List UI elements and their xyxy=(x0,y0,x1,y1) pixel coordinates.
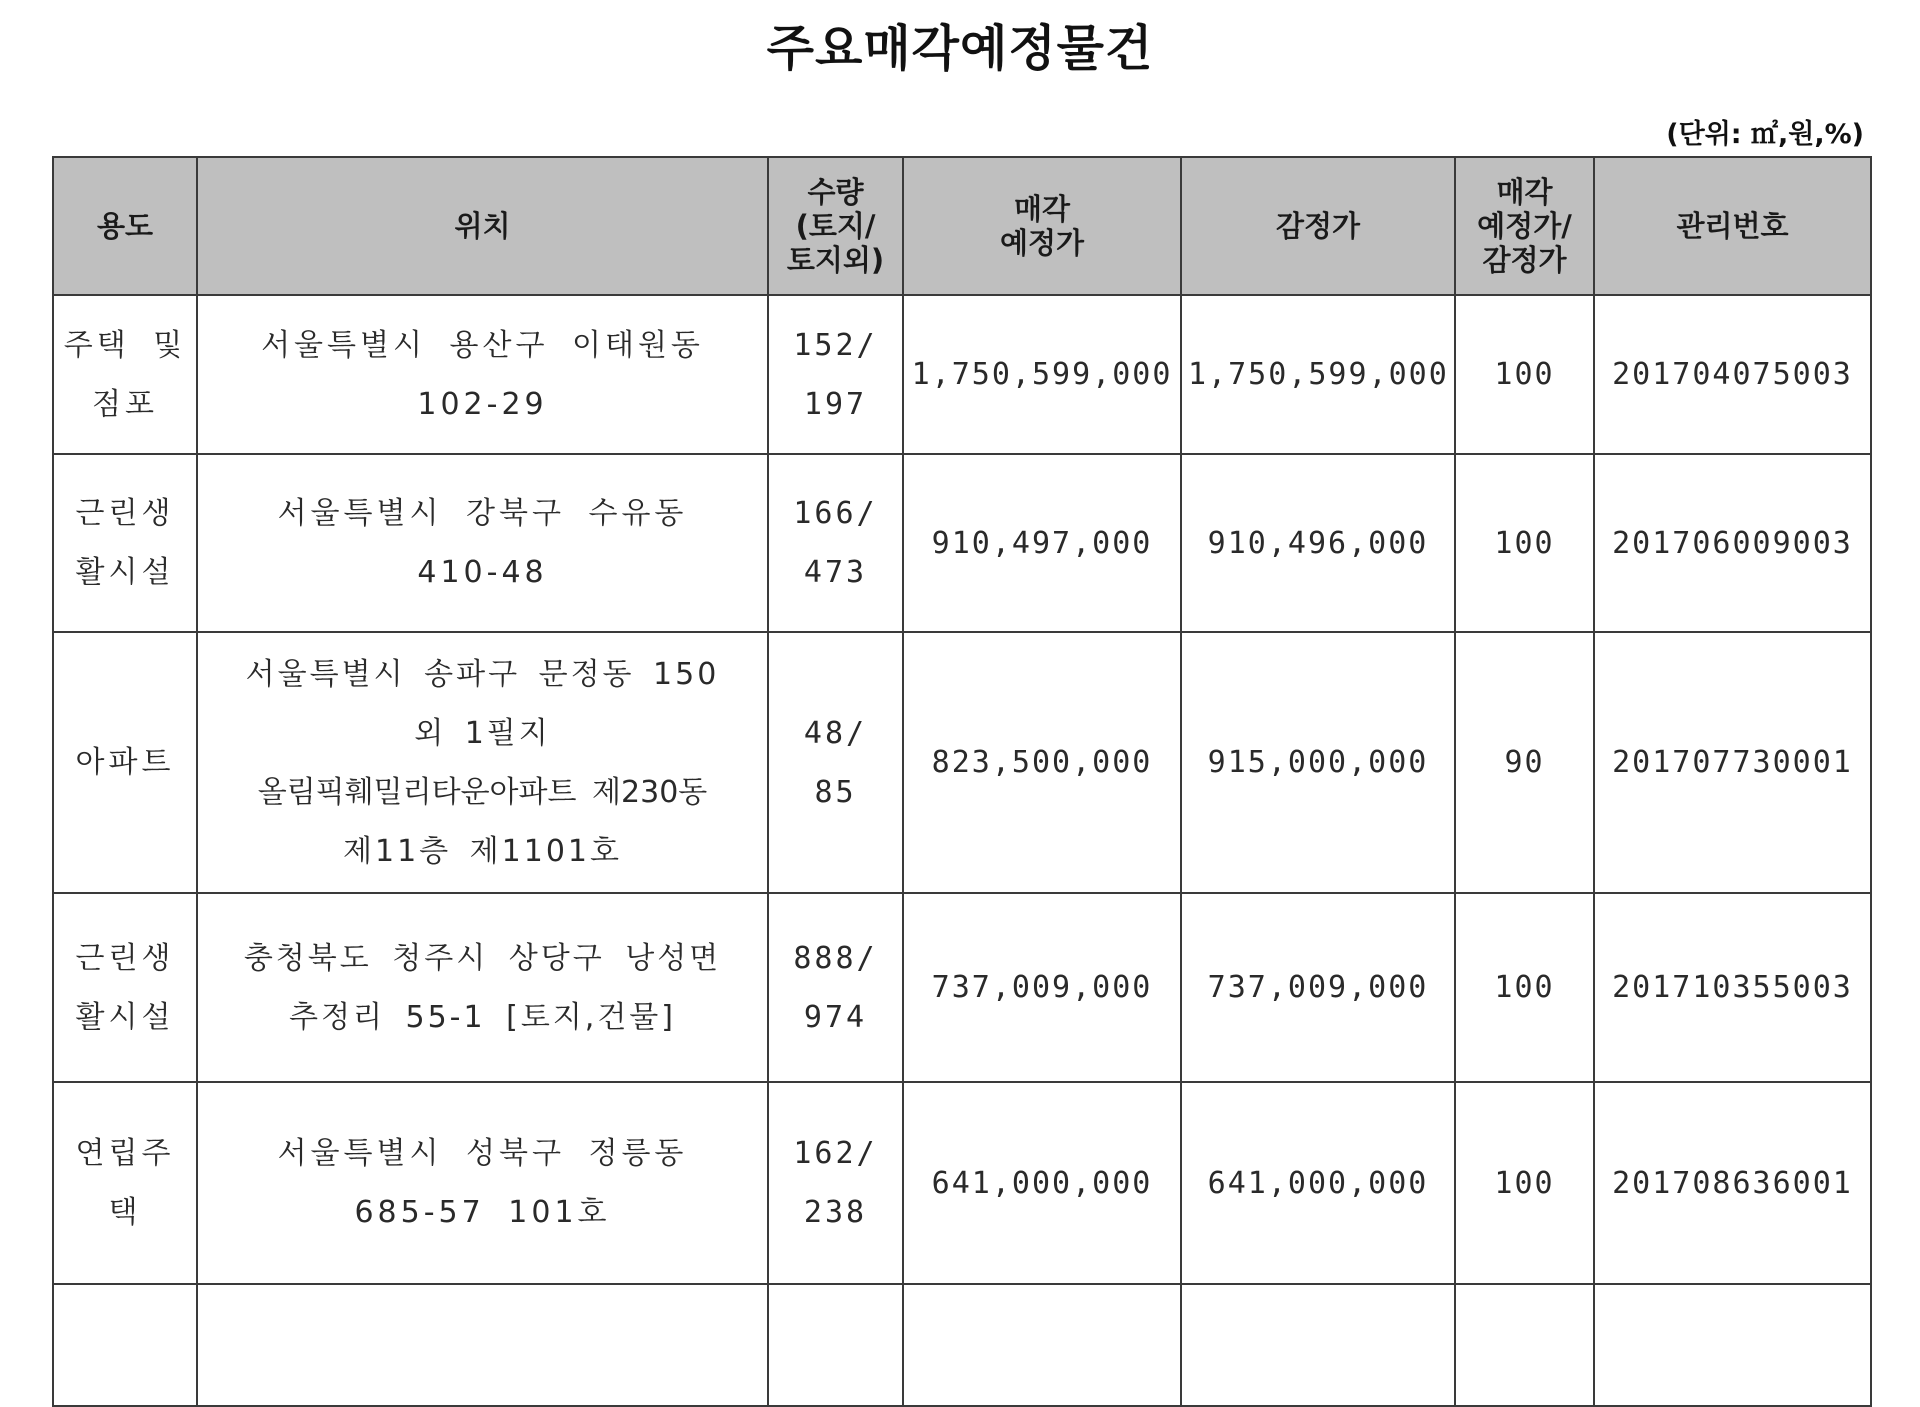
quantity-line: 974 xyxy=(803,999,868,1035)
location-line: 올림픽훼밀리타운아파트 제230동 xyxy=(257,774,708,810)
location-line: 서울특별시 송파구 문정동 150 xyxy=(245,656,720,692)
management-number-cell: 201708636001 xyxy=(1594,1082,1871,1284)
management-number-cell: 201704075003 xyxy=(1594,295,1871,454)
quantity-line: 166/ xyxy=(793,496,878,531)
usage-cell xyxy=(53,1082,197,1284)
header-sale-price-line: 매각 xyxy=(1013,192,1071,226)
header-location: 위치 xyxy=(197,157,768,295)
quantity-line: 888/ xyxy=(793,940,878,976)
usage-line: 아파트 xyxy=(75,745,175,780)
location-cell xyxy=(197,893,768,1082)
usage-cell xyxy=(53,893,197,1082)
management-number-cell xyxy=(1594,1284,1871,1406)
usage-line: 점포 xyxy=(92,386,158,422)
usage-line: 근린생 xyxy=(75,496,175,531)
header-quantity-line: (토지/ xyxy=(795,209,876,243)
quantity-cell xyxy=(768,893,903,1082)
usage-line: 활시설 xyxy=(75,555,175,590)
usage-cell xyxy=(53,1284,197,1406)
appraisal-cell: 737,009,000 xyxy=(1181,893,1455,1082)
usage-line: 택 xyxy=(108,1195,142,1230)
ratio-cell xyxy=(1455,1284,1594,1406)
sale-price-cell xyxy=(903,1284,1181,1406)
location-line: 서울특별시 강북구 수유동 xyxy=(277,496,688,531)
table-row xyxy=(53,1082,1871,1284)
location-cell xyxy=(197,454,768,632)
table-row xyxy=(53,454,1871,632)
location-line: 제11층 제1101호 xyxy=(343,833,622,869)
header-quantity-line: 수량 xyxy=(807,175,864,209)
header-sale-price xyxy=(903,157,1181,295)
sale-price-cell: 641,000,000 xyxy=(903,1082,1181,1284)
header-quantity xyxy=(768,157,903,295)
header-quantity-line: 토지외) xyxy=(786,243,885,277)
location-cell xyxy=(197,295,768,454)
header-appraisal: 감정가 xyxy=(1181,157,1455,295)
sale-items-table xyxy=(52,156,1872,1407)
sale-price-cell: 910,497,000 xyxy=(903,454,1181,632)
location-line: 외 1필지 xyxy=(414,715,551,751)
location-line: 추정리 55-1 [토지,건물] xyxy=(289,999,676,1035)
quantity-cell xyxy=(768,1082,903,1284)
quantity-line: 48/ xyxy=(803,715,868,751)
quantity-line: 85 xyxy=(814,774,857,810)
appraisal-cell: 1,750,599,000 xyxy=(1181,295,1455,454)
usage-line: 주택 및 xyxy=(63,327,187,363)
table-row xyxy=(53,295,1871,454)
table-header-row xyxy=(53,157,1871,295)
quantity-line: 197 xyxy=(803,386,868,422)
management-number-cell: 201706009003 xyxy=(1594,454,1871,632)
management-number-cell: 201707730001 xyxy=(1594,632,1871,893)
header-ratio-line: 매각 xyxy=(1496,175,1553,209)
page-title: 주요매각예정물건 xyxy=(766,20,1154,77)
appraisal-cell xyxy=(1181,1284,1455,1406)
location-line: 서울특별시 성북구 정릉동 xyxy=(277,1136,688,1171)
quantity-cell xyxy=(768,454,903,632)
quantity-line: 238 xyxy=(803,1195,868,1230)
usage-line: 활시설 xyxy=(75,999,175,1035)
quantity-cell xyxy=(768,295,903,454)
table-row xyxy=(53,1284,1871,1406)
ratio-cell: 100 xyxy=(1455,454,1594,632)
ratio-cell: 100 xyxy=(1455,893,1594,1082)
ratio-cell: 100 xyxy=(1455,1082,1594,1284)
location-line: 410-48 xyxy=(417,555,548,590)
sale-price-cell: 737,009,000 xyxy=(903,893,1181,1082)
location-cell xyxy=(197,1284,768,1406)
table-row xyxy=(53,632,1871,893)
header-management-number: 관리번호 xyxy=(1594,157,1871,295)
usage-line: 근린생 xyxy=(75,940,175,976)
quantity-line: 473 xyxy=(803,555,868,590)
appraisal-cell: 915,000,000 xyxy=(1181,632,1455,893)
usage-cell xyxy=(53,295,197,454)
usage-cell xyxy=(53,454,197,632)
header-ratio xyxy=(1455,157,1594,295)
management-number-cell: 201710355003 xyxy=(1594,893,1871,1082)
header-sale-price-line: 예정가 xyxy=(999,226,1085,260)
quantity-cell xyxy=(768,1284,903,1406)
location-line: 충청북도 청주시 상당구 낭성면 xyxy=(243,940,722,976)
location-line: 685-57 101호 xyxy=(354,1195,611,1230)
appraisal-cell: 641,000,000 xyxy=(1181,1082,1455,1284)
quantity-cell xyxy=(768,632,903,893)
header-usage: 용도 xyxy=(53,157,197,295)
sale-price-cell: 823,500,000 xyxy=(903,632,1181,893)
sale-price-cell: 1,750,599,000 xyxy=(903,295,1181,454)
unit-note: (단위: ㎡,원,%) xyxy=(1666,119,1864,150)
table-row xyxy=(53,893,1871,1082)
ratio-cell: 90 xyxy=(1455,632,1594,893)
header-ratio-line: 예정가/ xyxy=(1477,209,1572,243)
quantity-line: 162/ xyxy=(793,1136,878,1171)
header-ratio-line: 감정가 xyxy=(1482,243,1567,277)
appraisal-cell: 910,496,000 xyxy=(1181,454,1455,632)
usage-cell xyxy=(53,632,197,893)
location-cell xyxy=(197,632,768,893)
quantity-line: 152/ xyxy=(793,327,878,363)
location-line: 102-29 xyxy=(417,386,548,422)
ratio-cell: 100 xyxy=(1455,295,1594,454)
location-line: 서울특별시 용산구 이태원동 xyxy=(261,327,704,363)
location-cell xyxy=(197,1082,768,1284)
usage-line: 연립주 xyxy=(75,1136,175,1171)
